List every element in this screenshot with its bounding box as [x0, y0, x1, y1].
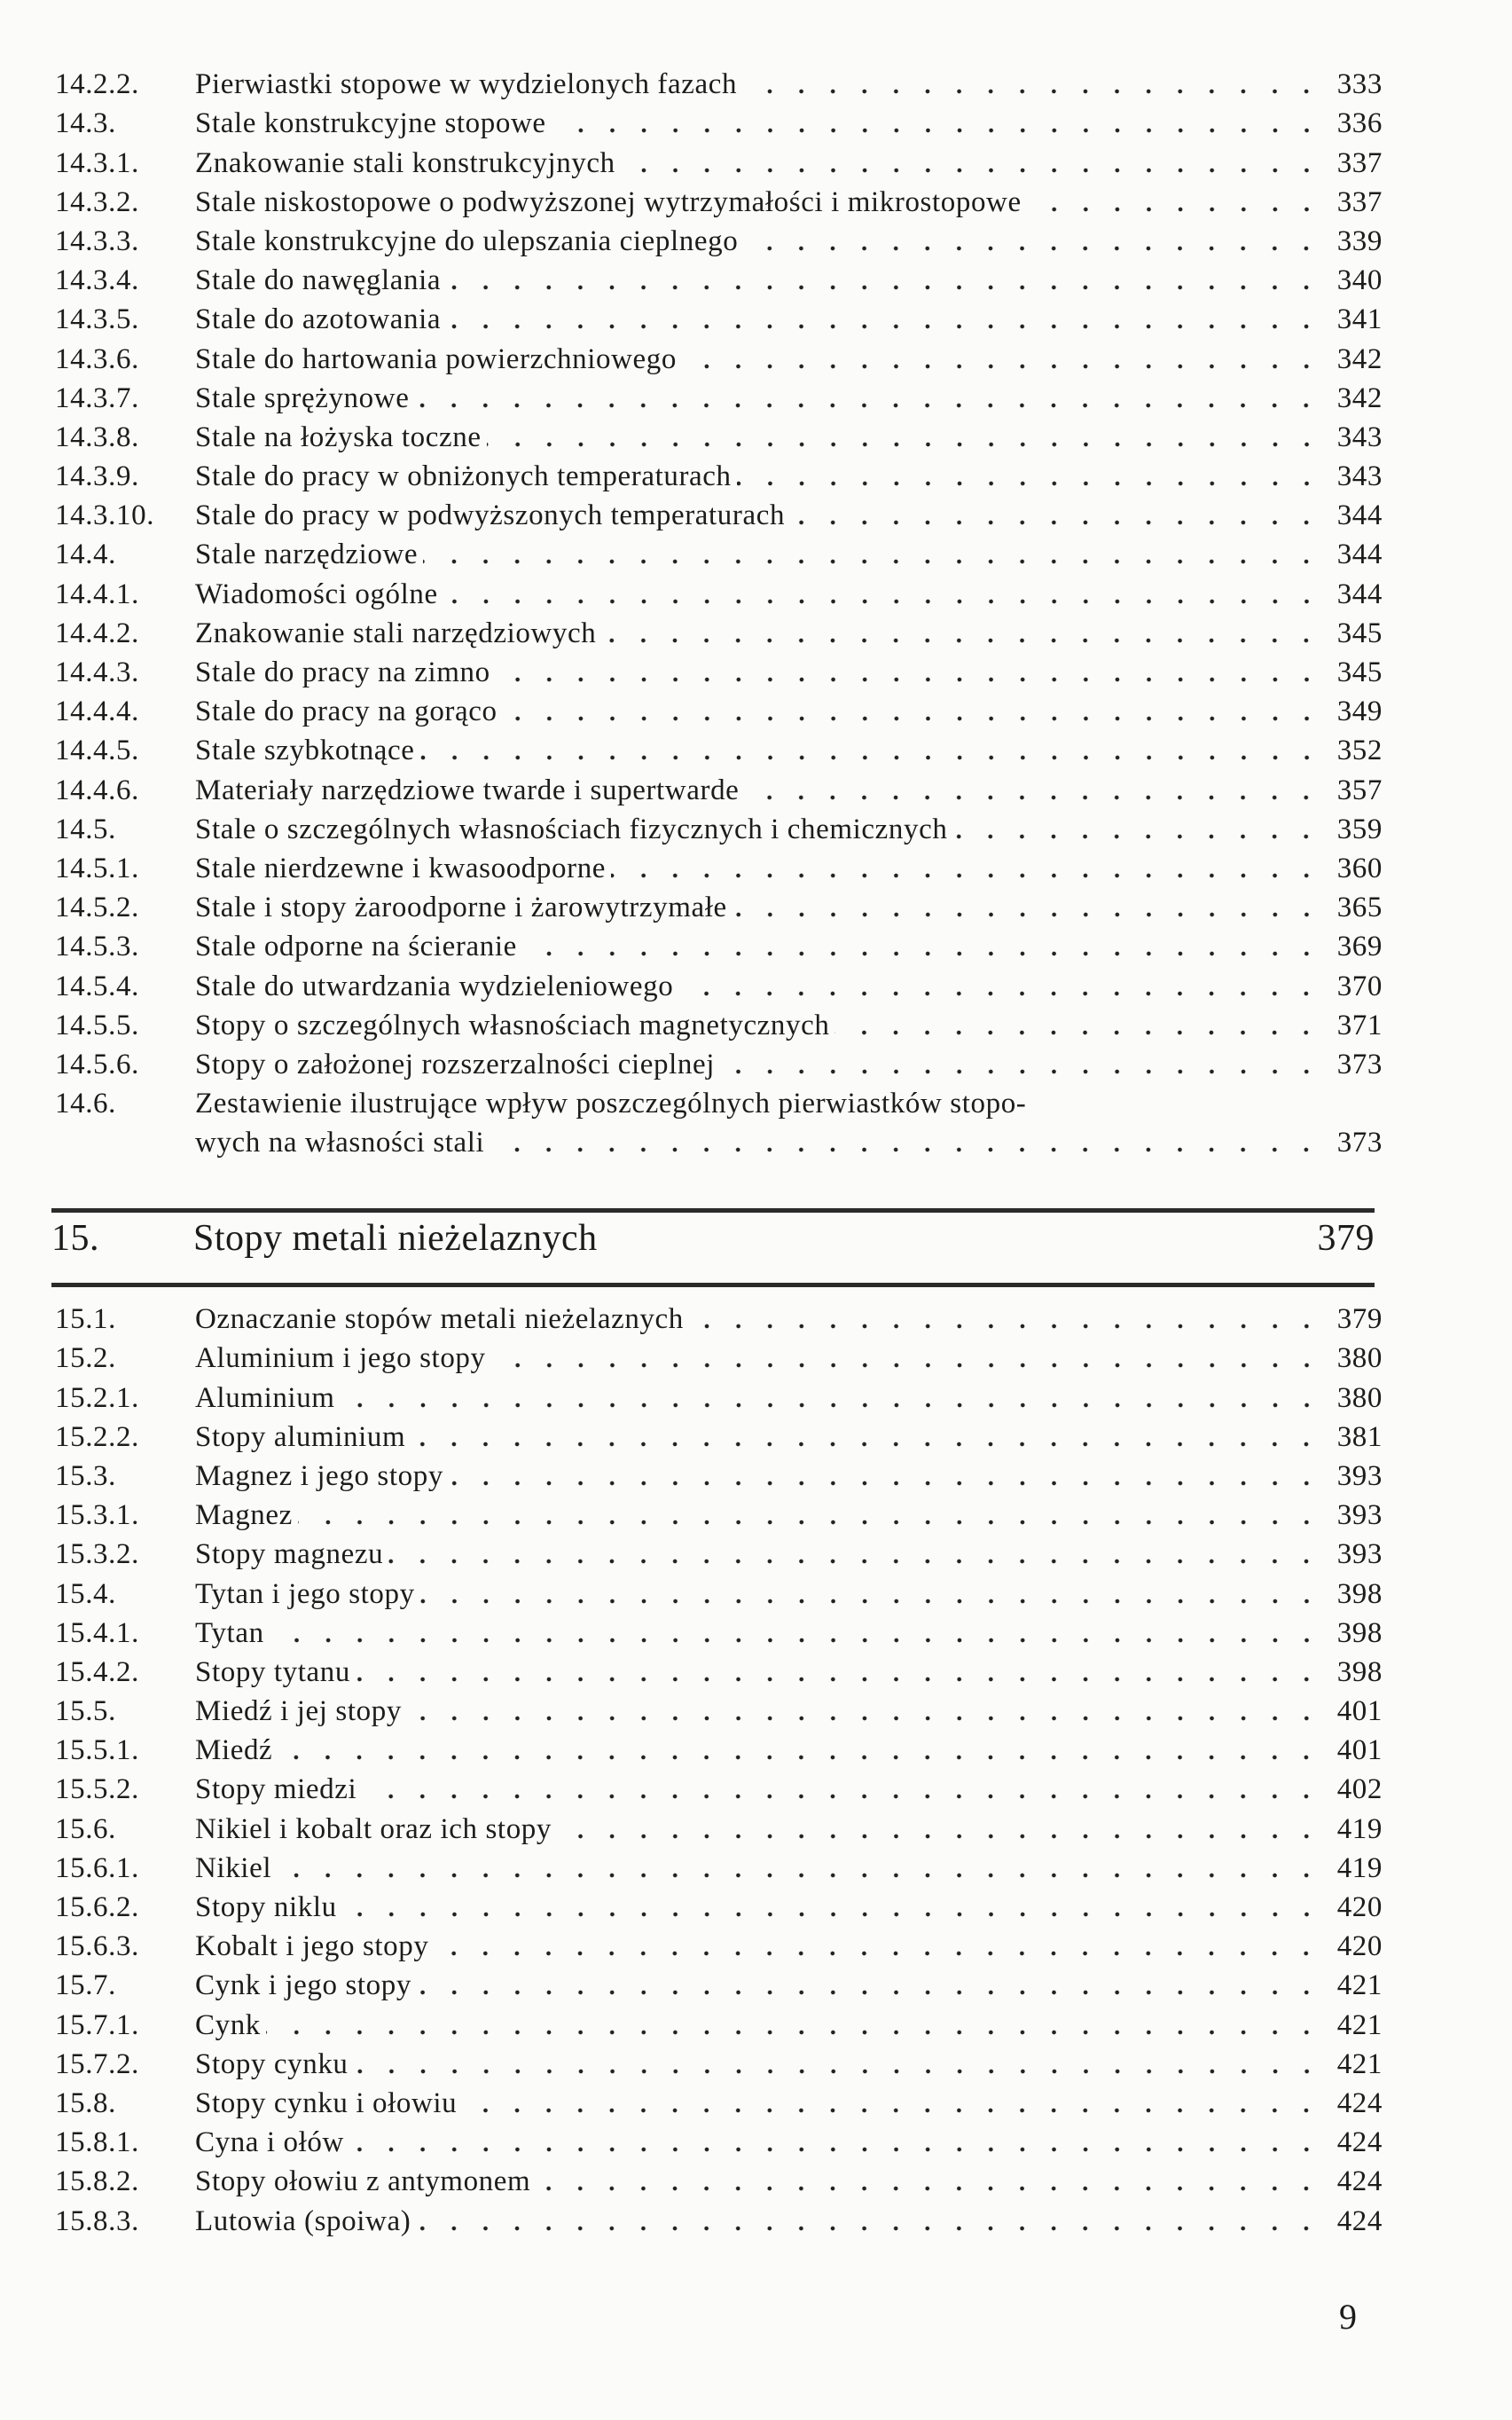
entry-page: 369: [1336, 931, 1383, 963]
entry-page: 420: [1336, 1891, 1383, 1923]
entry-number: 14.4.1.: [55, 578, 139, 610]
toc-entry: [55, 1375, 1383, 1414]
entry-title: Stale narzędziowe: [195, 538, 419, 571]
entry-page: 393: [1336, 1538, 1383, 1571]
entry-title: Stale do pracy w podwyższonych temperaturach: [195, 499, 786, 532]
entry-page: 342: [1336, 342, 1383, 375]
entry-page: 352: [1336, 735, 1383, 767]
entry-title: Nikiel i kobalt oraz ich stopy: [195, 1812, 552, 1845]
dot-leader: [446, 304, 1322, 331]
dot-leader: [356, 1657, 1322, 1684]
entry-title: Stopy miedzi: [195, 1773, 357, 1806]
entry-number: 15.2.2.: [55, 1420, 139, 1453]
entry-page: 419: [1336, 1812, 1383, 1845]
toc-entry: [55, 376, 1383, 415]
entry-title: Stopy cynku: [195, 2047, 349, 2080]
dot-leader: [720, 1049, 1322, 1076]
entry-title: Lutowia (spoiwa): [195, 2204, 411, 2237]
toc-entry: [55, 336, 1383, 375]
entry-page: 344: [1336, 578, 1383, 610]
dot-leader: [298, 1500, 1322, 1527]
entry-title: Stopy magnezu: [195, 1538, 384, 1571]
entry-title: Stale konstrukcyjne stopowe: [195, 107, 546, 140]
dot-leader: [621, 148, 1322, 175]
dot-leader: [952, 814, 1322, 841]
entry-number: 15.7.1.: [55, 2008, 139, 2041]
entry-number: 15.8.1.: [55, 2126, 139, 2159]
entry-title: Miedź i jej stopy: [195, 1695, 402, 1728]
entry-title: Stale niskostopowe o podwyższonej wytrzymałości i mikrostopowe: [195, 185, 1022, 218]
entry-number: 14.3.10.: [55, 499, 155, 532]
entry-number: 14.5.2.: [55, 892, 139, 924]
dot-leader: [270, 1618, 1322, 1645]
toc-entry: [55, 180, 1383, 219]
entry-number: 14.4.4.: [55, 695, 139, 728]
dot-leader: [420, 735, 1322, 762]
entry-number: 15.6.1.: [55, 1851, 139, 1884]
dot-leader: [462, 2088, 1322, 2115]
entry-number: 14.5.5.: [55, 1009, 139, 1041]
entry-title: Stale szybkotnące: [195, 735, 415, 767]
entry-title: Stale do azotowania: [195, 303, 442, 336]
entry-title: Miedź: [195, 1734, 273, 1767]
toc-entry: [55, 1081, 1383, 1120]
dot-leader: [503, 696, 1322, 723]
toc-entry: [55, 767, 1383, 806]
entry-title: Stale sprężynowe: [195, 381, 410, 414]
entry-page: 398: [1336, 1655, 1383, 1688]
entry-page: 343: [1336, 460, 1383, 493]
dot-leader: [414, 383, 1322, 410]
entry-title-continued: wych na własności stali: [195, 1127, 485, 1159]
toc-entry: [55, 297, 1383, 336]
entry-page: 342: [1336, 381, 1383, 414]
toc-entry: [55, 1003, 1383, 1042]
toc-entry: [55, 1846, 1383, 1885]
dot-leader: [362, 1774, 1322, 1801]
toc-entry: [55, 62, 1383, 101]
toc-entry: [55, 571, 1383, 610]
entry-number: 14.3.3.: [55, 224, 139, 257]
toc-entry: [55, 1297, 1383, 1336]
entry-number: 15.8.3.: [55, 2204, 139, 2237]
toc-entry: [55, 1924, 1383, 1963]
toc-entry: [55, 415, 1383, 454]
entry-title: Tytan: [195, 1616, 264, 1649]
entry-number: 15.6.: [55, 1812, 116, 1845]
entry-title: Nikiel: [195, 1851, 272, 1884]
dot-leader: [1027, 187, 1322, 214]
entry-page: 345: [1336, 617, 1383, 649]
entry-number: 14.6.: [55, 1088, 116, 1120]
entry-page: 381: [1336, 1420, 1383, 1453]
entry-title: Stale o szczególnych własnościach fizycznych i chemicznych: [195, 813, 948, 845]
chapter-number: 15.: [51, 1218, 99, 1259]
dot-leader: [446, 265, 1322, 292]
entry-number: 14.5.6.: [55, 1048, 139, 1080]
entry-page: 424: [1336, 2086, 1383, 2119]
dot-leader: [742, 69, 1322, 96]
dot-leader: [434, 1931, 1322, 1958]
entry-page: 360: [1336, 852, 1383, 884]
entry-title: Stale nierdzewne i kwasoodporne: [195, 852, 607, 884]
entry-number: 15.3.1.: [55, 1499, 139, 1532]
entry-number: 15.3.2.: [55, 1538, 139, 1571]
entry-title: Stale do hartowania powierzchniowego: [195, 342, 678, 375]
entry-number: 15.6.2.: [55, 1891, 139, 1923]
toc-section-15: [55, 1297, 1383, 2238]
entry-page: 344: [1336, 499, 1383, 532]
entry-number: 14.3.: [55, 107, 116, 140]
entry-page: 359: [1336, 813, 1383, 845]
dot-leader: [744, 775, 1322, 802]
dot-leader: [689, 1304, 1322, 1331]
entry-page: 424: [1336, 2126, 1383, 2159]
dot-leader: [490, 1128, 1322, 1154]
entry-page: 380: [1336, 1342, 1383, 1375]
entry-page: 357: [1336, 774, 1383, 806]
toc-entry: [55, 2042, 1383, 2081]
dot-leader: [552, 108, 1322, 135]
dot-leader: [834, 1010, 1322, 1037]
toc-entry: [55, 1689, 1383, 1728]
chapter-rule-bottom: [51, 1283, 1375, 1287]
dot-leader: [601, 618, 1322, 645]
entry-page: 424: [1336, 2204, 1383, 2237]
entry-number: 15.7.: [55, 1969, 116, 2002]
entry-title: Kobalt i jego stopy: [195, 1930, 429, 1963]
entry-number: 15.4.1.: [55, 1616, 139, 1649]
toc-entry: [55, 1493, 1383, 1532]
entry-page: 398: [1336, 1577, 1383, 1610]
entry-page: 344: [1336, 538, 1383, 571]
entry-title: Stopy o szczególnych własnościach magnetycznych: [195, 1009, 830, 1041]
entry-page: 365: [1336, 892, 1383, 924]
toc-entry: [55, 1454, 1383, 1493]
entry-number: 14.4.: [55, 538, 116, 571]
toc-entry: [55, 2002, 1383, 2041]
dot-leader: [682, 344, 1322, 371]
entry-page: 398: [1336, 1616, 1383, 1649]
entry-number: 15.7.2.: [55, 2047, 139, 2080]
entry-page: 421: [1336, 2047, 1383, 2080]
entry-title: Pierwiastki stopowe w wydzielonych fazach: [195, 68, 738, 101]
entry-page: 371: [1336, 1009, 1383, 1041]
entry-number: 15.2.1.: [55, 1381, 139, 1414]
toc-entry: [55, 924, 1383, 963]
dot-leader: [407, 1696, 1322, 1723]
toc-entry: [55, 140, 1383, 179]
entry-title: Stale do utwardzania wydzieleniowego: [195, 970, 674, 1002]
dot-leader: [349, 2127, 1322, 2154]
entry-title: Stale do pracy na gorąco: [195, 695, 497, 728]
toc-entry: [55, 611, 1383, 650]
dot-leader: [266, 2010, 1322, 2037]
entry-title: Stopy cynku i ołowiu: [195, 2086, 458, 2119]
entry-title: Zestawienie ilustrujące wpływ poszczególnych pierwiastków stopo-: [195, 1088, 1027, 1120]
toc-entry: [55, 885, 1383, 924]
toc-entry: [55, 2081, 1383, 2120]
entry-number: 15.5.: [55, 1695, 116, 1728]
entry-page: 373: [1336, 1127, 1383, 1159]
entry-title: Aluminium i jego stopy: [195, 1342, 486, 1375]
entry-number: 15.6.3.: [55, 1930, 139, 1963]
entry-number: 15.2.: [55, 1342, 116, 1375]
entry-number: 14.5.3.: [55, 931, 139, 963]
entry-number: 14.4.2.: [55, 617, 139, 649]
toc-entry: [55, 1767, 1383, 1806]
entry-page: 333: [1336, 68, 1383, 101]
toc-entry: [55, 1415, 1383, 1454]
entry-title: Tytan i jego stopy: [195, 1577, 415, 1610]
entry-title: Znakowanie stali konstrukcyjnych: [195, 146, 615, 179]
dot-leader: [417, 1970, 1322, 1997]
entry-title: Magnez i jego stopy: [195, 1459, 443, 1492]
chapter-rule-top: [51, 1208, 1375, 1213]
entry-number: 14.3.6.: [55, 342, 139, 375]
entry-title: Stale na łożyska toczne: [195, 420, 482, 453]
entry-page: 419: [1336, 1851, 1383, 1884]
entry-page: 421: [1336, 1969, 1383, 2002]
toc-section-14: [55, 62, 1383, 1159]
dot-leader: [491, 1343, 1322, 1370]
toc-entry: [55, 258, 1383, 297]
dot-leader: [611, 853, 1322, 880]
toc-entry: [55, 219, 1383, 258]
entry-number: 15.4.2.: [55, 1655, 139, 1688]
entry-title: Stale do pracy na zimno: [195, 656, 490, 688]
entry-number: 14.4.3.: [55, 656, 139, 688]
entry-page: 339: [1336, 224, 1383, 257]
entry-page: 393: [1336, 1499, 1383, 1532]
entry-title: Cynk i jego stopy: [195, 1969, 411, 2002]
entry-title: Materiały narzędziowe twarde i supertwarde: [195, 774, 740, 806]
toc-entry: [55, 689, 1383, 728]
entry-page: 343: [1336, 420, 1383, 453]
entry-number: 14.3.7.: [55, 381, 139, 414]
dot-leader: [557, 1814, 1322, 1841]
entry-number: 15.8.: [55, 2086, 116, 2119]
toc-entry-continuation: [55, 1120, 1383, 1159]
dot-leader: [737, 461, 1322, 488]
entry-title: Stopy niklu: [195, 1891, 337, 1923]
entry-title: Stale do nawęglania: [195, 264, 442, 297]
toc-entry: [55, 846, 1383, 885]
dot-leader: [411, 1422, 1322, 1449]
page-number: 9: [1339, 2297, 1357, 2337]
dot-leader: [732, 892, 1322, 919]
dot-leader: [420, 1579, 1322, 1606]
toc-entry: [55, 101, 1383, 140]
toc-entry: [55, 1963, 1383, 2002]
toc-entry: [55, 1611, 1383, 1650]
dot-leader: [423, 539, 1322, 566]
toc-entry: [55, 1885, 1383, 1924]
toc-entry: [55, 1806, 1383, 1845]
entry-number: 14.4.6.: [55, 774, 139, 806]
chapter-heading: [51, 1217, 1375, 1260]
toc-entry: [55, 1571, 1383, 1610]
dot-leader: [449, 1461, 1322, 1488]
entry-number: 15.4.: [55, 1577, 116, 1610]
entry-page: 345: [1336, 656, 1383, 688]
entry-number: 14.5.: [55, 813, 116, 845]
entry-number: 14.3.2.: [55, 185, 139, 218]
entry-title: Magnez: [195, 1499, 293, 1532]
entry-page: 349: [1336, 695, 1383, 728]
dot-leader: [278, 1735, 1322, 1762]
entry-number: 15.8.2.: [55, 2165, 139, 2198]
entry-page: 379: [1336, 1303, 1383, 1336]
entry-title: Aluminium: [195, 1381, 335, 1414]
entry-title: Stale i stopy żaroodporne i żarowytrzymałe: [195, 892, 727, 924]
entry-page: 402: [1336, 1773, 1383, 1806]
entry-page: 380: [1336, 1381, 1383, 1414]
dot-leader: [743, 226, 1322, 253]
entry-number: 14.4.5.: [55, 735, 139, 767]
entry-page: 341: [1336, 303, 1383, 336]
entry-number: 14.3.8.: [55, 420, 139, 453]
entry-title: Cynk: [195, 2008, 261, 2041]
entry-number: 14.3.5.: [55, 303, 139, 336]
dot-leader: [416, 2206, 1322, 2233]
toc-entry: [55, 2198, 1383, 2237]
entry-title: Stale konstrukcyjne do ulepszania cieplnego: [195, 224, 739, 257]
toc-entry: [55, 1532, 1383, 1571]
entry-page: 401: [1336, 1734, 1383, 1767]
entry-page: 421: [1336, 2008, 1383, 2041]
toc-entry: [55, 493, 1383, 532]
dot-leader: [388, 1539, 1322, 1566]
entry-title: Cyna i ołów: [195, 2126, 344, 2159]
dot-leader: [522, 931, 1322, 958]
dot-leader: [496, 657, 1322, 684]
dot-leader: [790, 500, 1322, 527]
dot-leader: [277, 1853, 1322, 1880]
entry-page: 337: [1336, 185, 1383, 218]
toc-entry: [55, 807, 1383, 846]
chapter-page: 379: [1317, 1218, 1375, 1259]
dot-leader: [678, 971, 1322, 998]
toc-entry: [55, 1650, 1383, 1689]
entry-title: Stopy tytanu: [195, 1655, 350, 1688]
dot-leader: [354, 2049, 1322, 2076]
dot-leader: [341, 1383, 1322, 1410]
toc-entry: [55, 728, 1383, 767]
entry-number: 15.3.: [55, 1459, 116, 1492]
entry-page: 370: [1336, 970, 1383, 1002]
toc-entry: [55, 454, 1383, 493]
entry-number: 15.5.2.: [55, 1773, 139, 1806]
toc-entry: [55, 1042, 1383, 1081]
toc-entry: [55, 2159, 1383, 2198]
entry-title: Oznaczanie stopów metali nieżelaznych: [195, 1303, 684, 1336]
entry-number: 14.3.4.: [55, 264, 139, 297]
dot-leader: [342, 1892, 1322, 1919]
dot-leader: [443, 579, 1322, 606]
entry-page: 340: [1336, 264, 1383, 297]
entry-title: Stopy aluminium: [195, 1420, 406, 1453]
toc-entry: [55, 532, 1383, 571]
chapter-title: Stopy metali nieżelaznych: [193, 1218, 598, 1259]
entry-number: 15.1.: [55, 1303, 116, 1336]
entry-title: Stopy ołowiu z antymonem: [195, 2165, 531, 2198]
toc-entry: [55, 650, 1383, 689]
dot-leader: [487, 422, 1322, 449]
entry-number: 14.5.4.: [55, 970, 139, 1002]
toc-entry: [55, 963, 1383, 1002]
entry-title: Stale do pracy w obniżonych temperaturach: [195, 460, 732, 493]
entry-page: 424: [1336, 2165, 1383, 2198]
entry-page: 373: [1336, 1048, 1383, 1080]
entry-title: Stale odporne na ścieranie: [195, 931, 517, 963]
entry-page: 420: [1336, 1930, 1383, 1963]
entry-number: 14.5.1.: [55, 852, 139, 884]
dot-leader: [536, 2166, 1322, 2193]
entry-number: 14.3.9.: [55, 460, 139, 493]
toc-entry: [55, 1336, 1383, 1375]
entry-page: 337: [1336, 146, 1383, 179]
toc-entry: [55, 2120, 1383, 2159]
entry-page: 336: [1336, 107, 1383, 140]
entry-title: Stopy o założonej rozszerzalności cieplnej: [195, 1048, 715, 1080]
entry-number: 15.5.1.: [55, 1734, 139, 1767]
entry-number: 14.3.1.: [55, 146, 139, 179]
entry-title: Znakowanie stali narzędziowych: [195, 617, 597, 649]
entry-number: 14.2.2.: [55, 68, 139, 101]
entry-page: 401: [1336, 1695, 1383, 1728]
toc-entry: [55, 1728, 1383, 1767]
entry-title: Wiadomości ogólne: [195, 578, 438, 610]
entry-page: 393: [1336, 1459, 1383, 1492]
